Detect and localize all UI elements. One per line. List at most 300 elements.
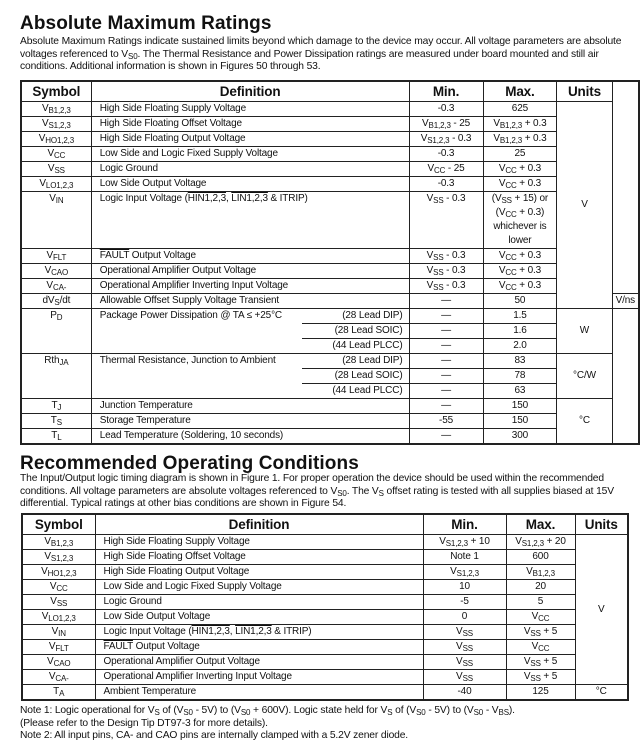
text: 1.6 (513, 325, 527, 336)
table-row (21, 399, 639, 414)
text: - 0.3 (443, 280, 466, 291)
text: V (51, 626, 59, 637)
symbol-cell (22, 610, 95, 625)
symbol-cell (21, 162, 91, 177)
text: + 600V). Logic state held for V (250, 705, 388, 716)
text: + 10 (467, 536, 490, 547)
text: of (V (159, 705, 184, 716)
text: + 5 (540, 671, 558, 682)
text: V (456, 671, 463, 682)
definition-cell (91, 177, 409, 192)
text: V (48, 671, 56, 682)
text: V (493, 133, 500, 144)
text: 63 (514, 385, 526, 396)
subscript: D (56, 313, 63, 322)
table-row (22, 595, 628, 610)
definition-cell (91, 162, 409, 177)
text: V (456, 626, 463, 637)
text: — (441, 325, 451, 336)
text: V (526, 566, 533, 577)
min-cell (423, 535, 506, 550)
max-cell (483, 192, 557, 249)
package-cell: (28 Lead SOIC) (302, 324, 409, 339)
text: Note 1 (450, 551, 479, 562)
text: — (441, 400, 451, 411)
text: & ITRIP) (271, 626, 312, 637)
min-cell (409, 309, 483, 324)
text: 625 (511, 103, 529, 114)
subscript: CA- (52, 283, 67, 292)
header-max: Max. (483, 81, 557, 102)
text: (Please refer to the Design Tip DT97-3 for more details). (20, 717, 268, 729)
text: V (493, 118, 500, 129)
subscript: SS (56, 599, 68, 608)
text: . The Thermal Resistance and Power Dissipation ratings are measured under board mounted and still air conditions. Additional information is shown in Figures 50 through 53. (20, 48, 599, 73)
definition-cell (91, 399, 409, 414)
text: /dt (59, 295, 71, 306)
subscript: S0 (183, 708, 193, 717)
subscript: S (56, 418, 62, 427)
text: 300 (511, 430, 529, 441)
text: dV (42, 295, 55, 306)
min-cell (423, 685, 506, 701)
subscript: S0 (240, 708, 251, 717)
table-row (22, 535, 628, 550)
text: Note 2: All input pins, CA- and CAO pins are internally clamped with a 5.2V zener diode. (20, 730, 409, 742)
text: - 0.3 (449, 133, 472, 144)
symbol-cell (21, 264, 91, 279)
subscript: CC (505, 283, 517, 292)
table-row (21, 162, 639, 177)
min-cell (409, 294, 483, 309)
text: Storage Temperature (99, 415, 191, 426)
text: Operational Amplifier Output Voltage (99, 265, 257, 276)
table-row (21, 279, 639, 294)
overline-text: LIN1,2,3 (235, 626, 272, 637)
text: Low Side and Logic Fixed Supply Voltage (103, 581, 282, 592)
text: 20 (535, 581, 546, 592)
text: Logic Input Voltage ( (99, 193, 188, 204)
text: V (498, 163, 506, 174)
table-row (22, 685, 628, 701)
text: Allowable Offset Supply Voltage Transient (99, 295, 280, 306)
max-cell (483, 384, 557, 399)
definition-cell (95, 640, 423, 655)
text: V (50, 596, 57, 607)
definition-cell (91, 414, 409, 429)
max-cell (483, 249, 557, 264)
text: V (426, 193, 434, 204)
text: - 25 (445, 163, 465, 174)
text: -0.3 (437, 148, 455, 159)
subscript: CC (505, 253, 517, 262)
definition-cell (95, 625, 423, 640)
definition-cell (95, 670, 423, 685)
overline-text: FAULT (99, 250, 130, 261)
subscript: CC (505, 268, 517, 277)
symbol-cell (21, 249, 91, 264)
definition-cell (95, 685, 423, 701)
text: V (426, 250, 434, 261)
text: 2.0 (513, 340, 527, 351)
units-cell: °C (575, 685, 628, 701)
subscript: L (57, 433, 62, 442)
text: + 0.3) whichever is lower (493, 207, 547, 246)
text: + 0.3 (516, 280, 542, 291)
symbol-cell (21, 132, 91, 147)
table-row (21, 309, 639, 324)
definition-cell (91, 147, 409, 162)
text: 10 (459, 581, 470, 592)
text: V (426, 280, 434, 291)
text: V (44, 265, 52, 276)
text: 25 (514, 148, 526, 159)
subscript: CC (538, 644, 550, 653)
subscript: S (387, 708, 393, 717)
text: High Side Floating Supply Voltage (99, 103, 246, 114)
max-cell (483, 147, 557, 162)
table-row (21, 132, 639, 147)
units-cell: °C (557, 399, 612, 445)
abs-max-table (20, 80, 640, 445)
table-row (22, 565, 628, 580)
text: - 5V) to (V (425, 705, 474, 716)
table-row (22, 625, 628, 640)
text: - 0.3 (443, 250, 466, 261)
subscript: B1,2,3 (428, 121, 451, 130)
subscript: S (378, 488, 384, 498)
overline-text: LIN1,2,3 (231, 193, 268, 204)
table-row (21, 102, 639, 117)
subscript: CC (434, 166, 446, 175)
text: -0.3 (437, 103, 455, 114)
min-cell (409, 429, 483, 445)
max-cell (506, 535, 575, 550)
subscript: FLT (55, 644, 69, 653)
text: V (47, 163, 55, 174)
package-cell: (28 Lead DIP) (302, 309, 409, 324)
symbol-cell (22, 625, 95, 640)
subscript: FLT (53, 253, 67, 262)
table-row (22, 640, 628, 655)
package-cell: (28 Lead SOIC) (302, 369, 409, 384)
text: — (441, 370, 451, 381)
subscript: S (154, 708, 160, 717)
max-cell (483, 414, 557, 429)
table-row (21, 147, 639, 162)
min-cell (409, 102, 483, 117)
package-cell: (44 Lead PLCC) (302, 384, 409, 399)
text: Package Power Dissipation @ TA ≤ +25°C (99, 310, 282, 321)
text: 5 (537, 596, 544, 607)
text: V (41, 611, 49, 622)
text: -55 (439, 415, 454, 426)
text: High Side Floating Offset Voltage (99, 118, 242, 129)
text: Rth (44, 355, 60, 366)
text: T (51, 400, 58, 411)
text: + 0.3 (522, 133, 547, 144)
subscript: B1,2,3 (48, 106, 71, 115)
text: Thermal Resistance, Junction to Ambient (99, 355, 276, 366)
subscript: SS (530, 629, 541, 638)
text: 78 (514, 370, 526, 381)
rec-op-table (21, 513, 629, 701)
subscript: HO1,2,3 (47, 569, 77, 578)
subscript: LO1,2,3 (48, 614, 76, 623)
text: Operational Amplifier Inverting Input Voltage (99, 280, 289, 291)
max-cell (506, 640, 575, 655)
text: Output Voltage (132, 641, 200, 652)
text: — (441, 430, 451, 441)
min-cell (409, 162, 483, 177)
text: Junction Temperature (99, 400, 193, 411)
text: P (50, 310, 57, 321)
definition-cell (91, 264, 409, 279)
max-cell (483, 102, 557, 117)
abs-max-intro (20, 36, 630, 74)
text: 600 (532, 551, 549, 562)
min-cell (423, 625, 506, 640)
text: V (456, 641, 463, 652)
min-cell (409, 249, 483, 264)
text: V (450, 566, 457, 577)
table-row (22, 670, 628, 685)
definition-cell (91, 249, 409, 264)
symbol-cell (22, 685, 95, 701)
symbol-cell (21, 414, 91, 429)
subscript: CC (56, 584, 68, 593)
subscript: SS (462, 644, 473, 653)
symbol-cell (21, 147, 91, 162)
min-cell (409, 369, 483, 384)
min-cell (423, 640, 506, 655)
max-cell (506, 670, 575, 685)
subscript: SS (530, 674, 541, 683)
max-cell (483, 339, 557, 354)
symbol-cell (22, 580, 95, 595)
max-cell (483, 309, 557, 324)
max-cell (506, 655, 575, 670)
text: Logic Ground (99, 163, 158, 174)
text: Low Side Output Voltage (103, 611, 211, 622)
units-cell: °C/W (557, 354, 612, 399)
text: High Side Floating Output Voltage (99, 133, 246, 144)
symbol-cell (22, 655, 95, 670)
text: V (515, 536, 522, 547)
text: -40 (457, 686, 472, 697)
subscript: S0 (473, 708, 484, 717)
max-cell (483, 279, 557, 294)
subscript: B1,2,3 (50, 539, 74, 548)
min-cell (409, 264, 483, 279)
max-cell (506, 595, 575, 610)
text: V (41, 118, 49, 129)
table-row (22, 655, 628, 670)
table-row (21, 414, 639, 429)
symbol-cell (21, 354, 91, 399)
text: ). (508, 705, 515, 716)
min-cell (409, 354, 483, 369)
text: V (523, 671, 531, 682)
text: + 20 (543, 536, 566, 547)
text: Lead Temperature (Soldering, 10 seconds) (99, 430, 284, 441)
symbol-cell (21, 177, 91, 192)
subscript: S1,2,3 (456, 569, 479, 578)
subscript: CC (505, 181, 517, 190)
text: + 0.3 (522, 118, 547, 129)
package-cell: (28 Lead DIP) (302, 354, 409, 369)
symbol-cell (22, 535, 95, 550)
text: V (498, 280, 506, 291)
min-cell (409, 177, 483, 192)
min-cell (409, 414, 483, 429)
min-cell (423, 595, 506, 610)
subscript: CC (53, 151, 66, 160)
subscript: S0 (128, 51, 138, 61)
definition-cell (91, 102, 409, 117)
subscript: HO1,2,3 (45, 136, 74, 145)
text: 150 (511, 400, 529, 411)
header-row (22, 514, 628, 535)
header-max: Max. (506, 514, 575, 535)
text: — (441, 385, 451, 396)
subscript: S1,2,3 (445, 539, 468, 548)
definition-cell (95, 535, 423, 550)
max-cell (506, 580, 575, 595)
text: , (229, 626, 236, 637)
text: - 0.3 (443, 265, 466, 276)
text: Operational Amplifier Inverting Input Voltage (103, 671, 292, 682)
symbol-cell (22, 550, 95, 565)
text: + 15) or (V (495, 193, 549, 218)
text: + 0.3 (516, 178, 542, 189)
text: of (V (392, 705, 417, 716)
subscript: S (54, 298, 60, 307)
min-cell (409, 279, 483, 294)
text: High Side Floating Output Voltage (103, 566, 250, 577)
max-cell (506, 565, 575, 580)
text: Output Voltage (129, 250, 196, 261)
max-cell (483, 429, 557, 445)
min-cell (423, 550, 506, 565)
max-cell (483, 324, 557, 339)
text: V (439, 536, 446, 547)
subscript: CAO (53, 659, 71, 668)
min-cell (423, 565, 506, 580)
text: . The V (346, 485, 379, 497)
abs-max-title: Absolute Maximum Ratings (20, 13, 272, 34)
package-cell: (44 Lead PLCC) (302, 339, 409, 354)
min-cell (409, 339, 483, 354)
text: V (498, 178, 506, 189)
definition-cell (95, 655, 423, 670)
max-cell (483, 264, 557, 279)
note-line (20, 730, 635, 743)
text: V (498, 265, 506, 276)
table-row (21, 249, 639, 264)
table-row (21, 117, 639, 132)
text: 83 (514, 355, 526, 366)
min-cell (409, 117, 483, 132)
notes (20, 705, 635, 743)
text: V (49, 193, 56, 204)
min-cell (409, 192, 483, 249)
symbol-cell (21, 117, 91, 132)
max-cell (506, 610, 575, 625)
symbol-cell (22, 670, 95, 685)
table-row (21, 429, 639, 445)
text: -0.3 (437, 178, 455, 189)
units-cell: V/ns (612, 294, 639, 309)
text: V (44, 536, 51, 547)
text: V (46, 280, 53, 291)
text: Absolute Maximum Ratings indicate sustained limits beyond which damage to the device may occur. All voltage parameters are absolute voltages referenced to V (20, 36, 622, 60)
definition-cell (91, 354, 301, 399)
max-cell (483, 117, 557, 132)
text: - 5V) to (V (192, 705, 241, 716)
table-row (22, 550, 628, 565)
table-row (21, 294, 639, 309)
text: Ambient Temperature (103, 686, 197, 697)
max-cell (483, 294, 557, 309)
definition-cell (91, 429, 409, 445)
text: 50 (514, 295, 526, 306)
definition-cell (95, 580, 423, 595)
definition-cell (95, 610, 423, 625)
symbol-cell (21, 429, 91, 445)
overline-text: HIN1,2,3 (191, 626, 230, 637)
subscript: JA (59, 358, 69, 367)
subscript: SS (433, 283, 444, 292)
text: V (46, 250, 54, 261)
text: — (441, 310, 451, 321)
table-row (22, 580, 628, 595)
text: + 0.3 (516, 163, 542, 174)
definition-cell (95, 550, 423, 565)
subscript: CC (505, 166, 517, 175)
header-min: Min. (409, 81, 483, 102)
subscript: SS (433, 196, 444, 205)
min-cell (409, 132, 483, 147)
text: 0 (461, 611, 468, 622)
text: Logic Ground (103, 596, 162, 607)
text: + 5 (540, 656, 558, 667)
subscript: LO1,2,3 (45, 181, 74, 190)
min-cell (409, 399, 483, 414)
text: V (426, 265, 434, 276)
units-cell: V (557, 102, 612, 309)
text: -5 (460, 596, 469, 607)
text: V (47, 656, 54, 667)
symbol-cell (21, 279, 91, 294)
subscript: S1,2,3 (521, 539, 544, 548)
subscript: IN (55, 196, 64, 205)
subscript: S1,2,3 (50, 554, 74, 563)
subscript: A (59, 689, 65, 698)
max-cell (506, 550, 575, 565)
table-row (21, 354, 639, 369)
header-units: Units (575, 514, 628, 535)
text: Note 1: Logic operational for V (20, 705, 155, 716)
rec-op-title: Recommended Operating Conditions (20, 453, 359, 474)
text: - 25 (450, 118, 471, 129)
definition-cell (95, 565, 423, 580)
text: - V (483, 705, 499, 716)
symbol-cell (22, 565, 95, 580)
text: & ITRIP) (267, 193, 308, 204)
subscript: J (57, 403, 62, 412)
overline-text: FAULT (103, 641, 133, 652)
